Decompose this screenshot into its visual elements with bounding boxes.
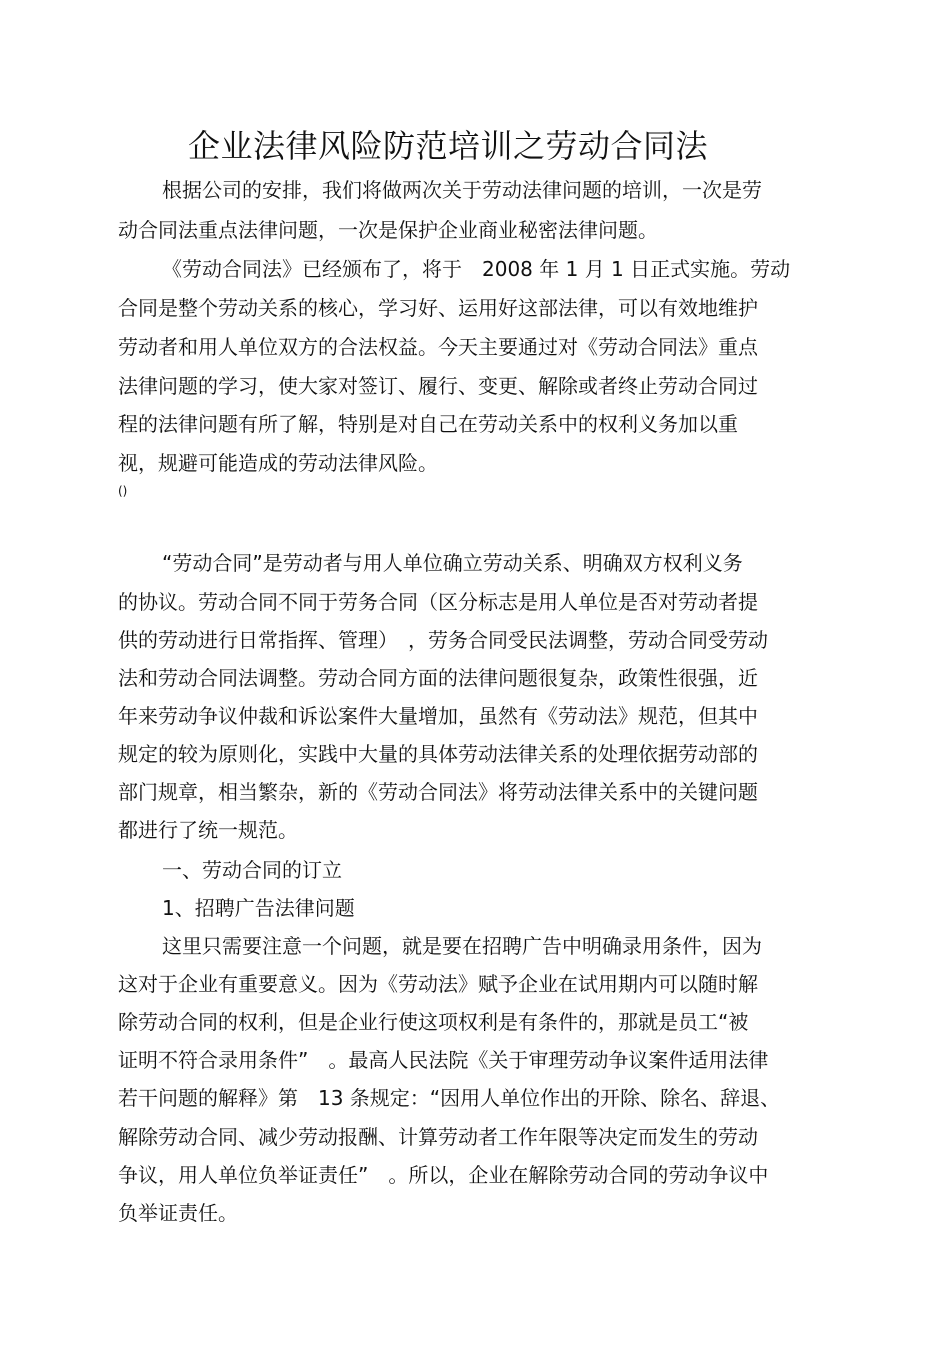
paragraph-line: 法律问题的学习，使大家对签订、履行、变更、解除或者终止劳动合同过 — [118, 374, 758, 398]
parenthesis-marker: () — [118, 484, 128, 498]
paragraph-line: 争议，用人单位负举证责任” 。所以，企业在解除劳动合同的劳动争议中 — [118, 1163, 769, 1187]
paragraph-line: 合同是整个劳动关系的核心，学习好、运用好这部法律，可以有效地维护 — [118, 296, 758, 320]
paragraph-line: 程的法律问题有所了解，特别是对自己在劳动关系中的权利义务加以重 — [118, 412, 738, 436]
paragraph-line: 的协议。劳动合同不同于劳务合同（区分标志是用人单位是否对劳动者提 — [118, 590, 758, 614]
paragraph-line: 动合同法重点法律问题，一次是保护企业商业秘密法律问题。 — [118, 218, 658, 242]
paragraph-line: 法和劳动合同法调整。劳动合同方面的法律问题很复杂，政策性很强，近 — [118, 666, 758, 690]
paragraph-line: 部门规章，相当繁杂，新的《劳动合同法》将劳动法律关系中的关键问题 — [118, 780, 758, 804]
paragraph-line: 这里只需要注意一个问题，就是要在招聘广告中明确录用条件，因为 — [162, 934, 762, 958]
paragraph-line: 除劳动合同的权利，但是企业行使这项权利是有条件的，那就是员工“被 — [118, 1010, 749, 1034]
paragraph-line: 解除劳动合同、减少劳动报酬、计算劳动者工作年限等决定而发生的劳动 — [118, 1125, 758, 1149]
paragraph-line: 供的劳动进行日常指挥、管理） ，劳务合同受民法调整，劳动合同受劳动 — [118, 628, 768, 652]
paragraph-line: 《劳动合同法》已经颁布了，将于 2008 年 1 月 1 日正式实施。劳动 — [162, 257, 791, 281]
paragraph-line: 根据公司的安排，我们将做两次关于劳动法律问题的培训，一次是劳 — [162, 178, 762, 202]
paragraph-line: 证明不符合录用条件” 。最高人民法院《关于审理劳动争议案件适用法律 — [118, 1048, 769, 1072]
paragraph-line: 负举证责任。 — [118, 1201, 238, 1225]
paragraph-line: “劳动合同”是劳动者与用人单位确立劳动关系、明确双方权利义务 — [162, 551, 743, 575]
paragraph-line: 规定的较为原则化，实践中大量的具体劳动法律关系的处理依据劳动部的 — [118, 742, 758, 766]
paragraph-line: 若干问题的解释》第 13 条规定：“因用人单位作出的开除、除名、辞退、 — [118, 1086, 781, 1110]
document-title: 企业法律风险防范培训之劳动合同法 — [187, 127, 708, 165]
paragraph-line: 劳动者和用人单位双方的合法权益。今天主要通过对《劳动合同法》重点 — [118, 335, 758, 359]
section-heading: 一、劳动合同的订立 — [162, 858, 342, 882]
paragraph-line: 年来劳动争议仲裁和诉讼案件大量增加，虽然有《劳动法》规范，但其中 — [118, 704, 758, 728]
paragraph-line: 这对于企业有重要意义。因为《劳动法》赋予企业在试用期内可以随时解 — [118, 972, 758, 996]
paragraph-line: 都进行了统一规范。 — [118, 818, 298, 842]
subsection-heading: 1、招聘广告法律问题 — [162, 896, 355, 920]
paragraph-line: 视，规避可能造成的劳动法律风险。 — [118, 451, 438, 475]
